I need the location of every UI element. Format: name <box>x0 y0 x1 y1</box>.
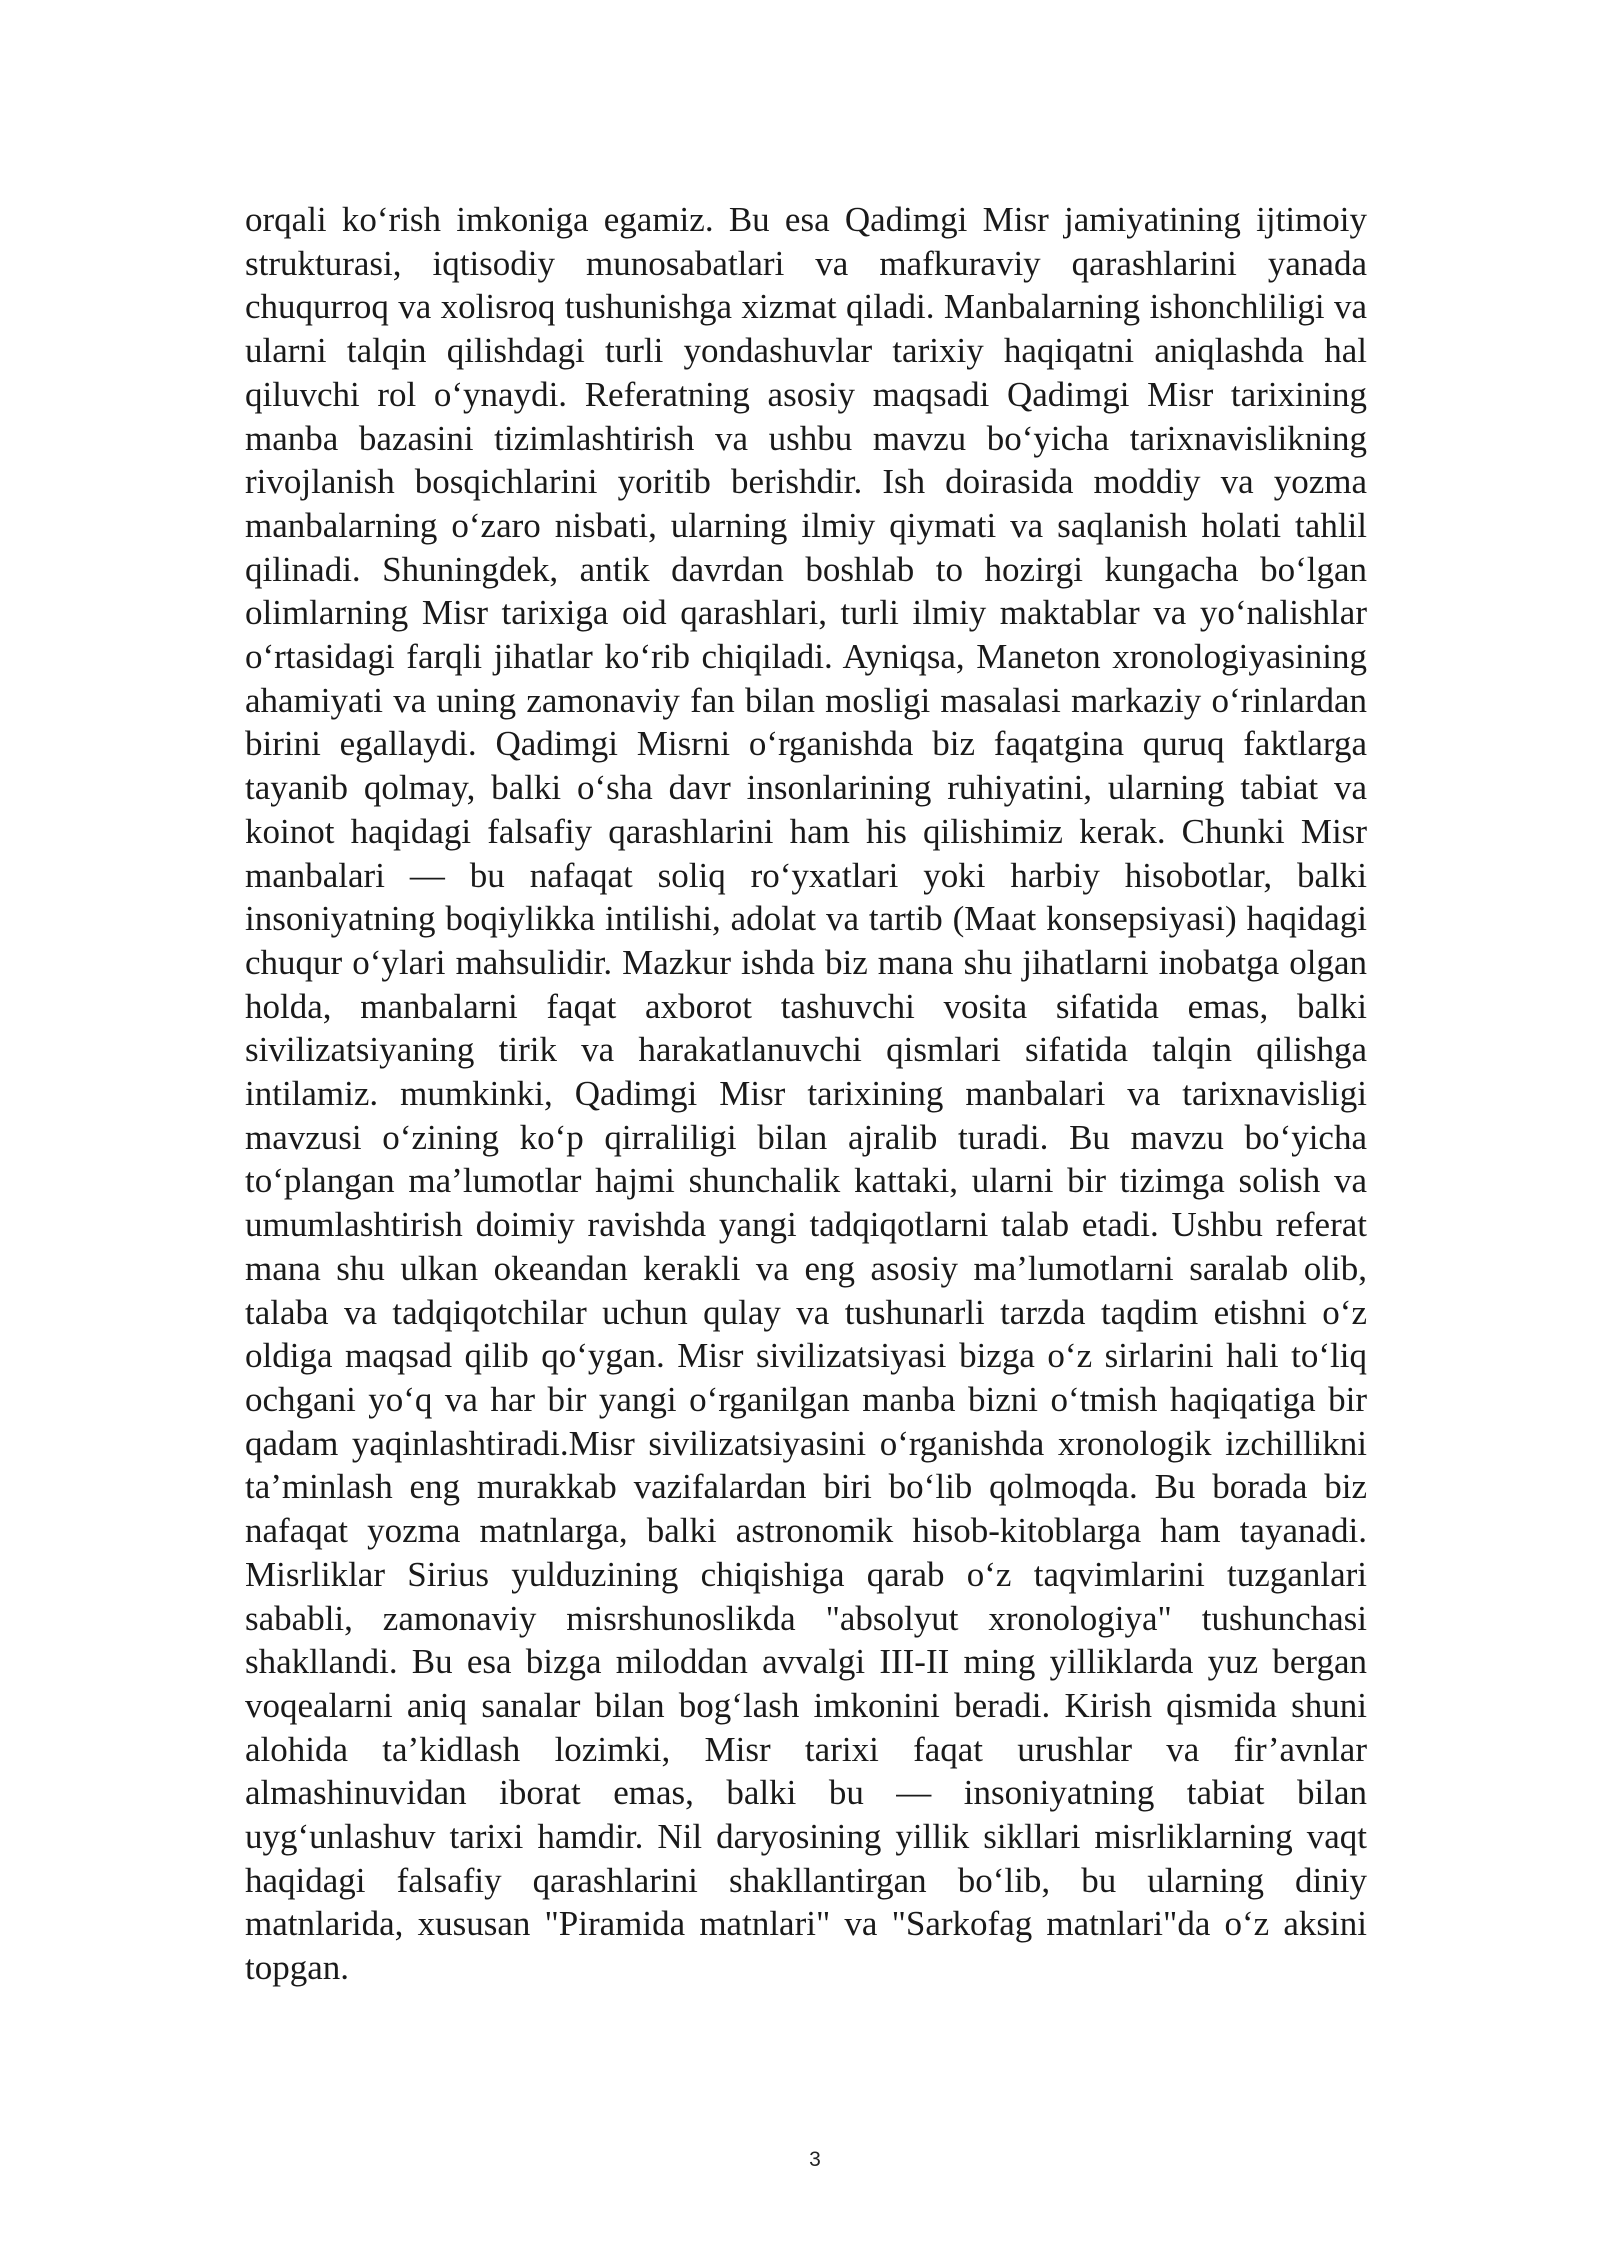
body-paragraph: orqali ko‘rish imkoniga egamiz. Bu esa Qadimgi Misr jamiyatining ijtimoiy strukturasi, iqtisodiy munosabatlari va mafkuraviy qarashlarini yanada chuqurroq va xolisroq tushunishga xizmat qiladi. Manbalarning ishonchliligi va ularni talqin qilishdagi turli yondashuvlar tarixiy haqiqatni aniqlashda hal qiluvchi rol o‘ynaydi. Referatning asosiy maqsadi Qadimgi Misr tarixining manba bazasini tizimlashtirish va ushbu mavzu bo‘yicha tarixnavislikning rivojlanish bosqichlarini yoritib berishdir. Ish doirasida moddiy va yozma manbalarning o‘zaro nisbati, ularning ilmiy qiymati va saqlanish holati tahlil qilinadi. Shuningdek, antik davrdan boshlab to hozirgi kungacha bo‘lgan olimlarning Misr tarixiga oid qarashlari, turli ilmiy maktablar va yo‘nalishlar o‘rtasidagi farqli jihatlar ko‘rib chiqiladi. Ayniqsa, Maneton xronologiyasining ahamiyati va uning zamonaviy fan bilan mosligi masalasi markaziy o‘rinlardan birini egallaydi. Qadimgi Misrni o‘rganishda biz faqatgina quruq faktlarga tayanib qolmay, balki o‘sha davr insonlarining ruhiyatini, ularning tabiat va koinot haqidagi falsafiy qarashlarini ham his qilishimiz kerak. Chunki Misr manbalari — bu nafaqat soliq ro‘yxatlari yoki harbiy hisobotlar, balki insoniyatning boqiylikka intilishi, adolat va tartib (Maat konsepsiyasi) haqidagi chuqur o‘ylari mahsulidir. Mazkur ishda biz mana shu jihatlarni inobatga olgan holda, manbalarni faqat axborot tashuvchi vosita sifatida emas, balki sivilizatsiyaning tirik va harakatlanuvchi qismlari sifatida talqin qilishga intilamiz. mumkinki, Qadimgi Misr tarixining manbalari va tarixnavisligi mavzusi o‘zining ko‘p qirraliligi bilan ajralib turadi. Bu mavzu bo‘yicha to‘plangan ma’lumotlar hajmi shunchalik kattaki, ularni bir tizimga solish va umumlashtirish doimiy ravishda yangi tadqiqotlarni talab etadi. Ushbu referat mana shu ulkan okeandan kerakli va eng asosiy ma’lumotlarni saralab olib, talaba va tadqiqotchilar uchun qulay va tushunarli tarzda taqdim etishni o‘z oldiga maqsad qilib qo‘ygan. Misr sivilizatsiyasi bizga o‘z sirlarini hali to‘liq ochgani yo‘q va har bir yangi o‘rganilgan manba bizni o‘tmish haqiqatiga bir qadam yaqinlashtiradi.Misr sivilizatsiyasini o‘rganishda xronologik izchillikni ta’minlash eng murakkab vazifalardan biri bo‘lib qolmoqda. Bu borada biz nafaqat yozma matnlarga, balki astronomik hisob-kitoblarga ham tayanadi. Misrliklar Sirius yulduzining chiqishiga qarab o‘z taqvimlarini tuzganlari sababli, zamonaviy misrshunoslikda "absolyut xronologiya" tushunchasi shakllandi. Bu esa bizga miloddan avvalgi III-II ming yilliklarda yuz bergan voqealarni aniq sanalar bilan bog‘lash imkonini beradi. Kirish qismida shuni alohida ta’kidlash lozimki, Misr tarixi faqat urushlar va fir’avnlar almashinuvidan iborat emas, balki bu — insoniyatning tabiat bilan uyg‘unlashuv tarixi hamdir. Nil daryosining yillik sikllari misrliklarning vaqt haqidagi falsafiy qarashlarini shakllantirgan bo‘lib, bu ularning diniy matnlarida, xususan "Piramida matnlari" va "Sarkofag matnlari"da o‘z aksini topgan. <box>245 200 1367 1988</box>
page-number: 3 <box>809 2148 821 2171</box>
